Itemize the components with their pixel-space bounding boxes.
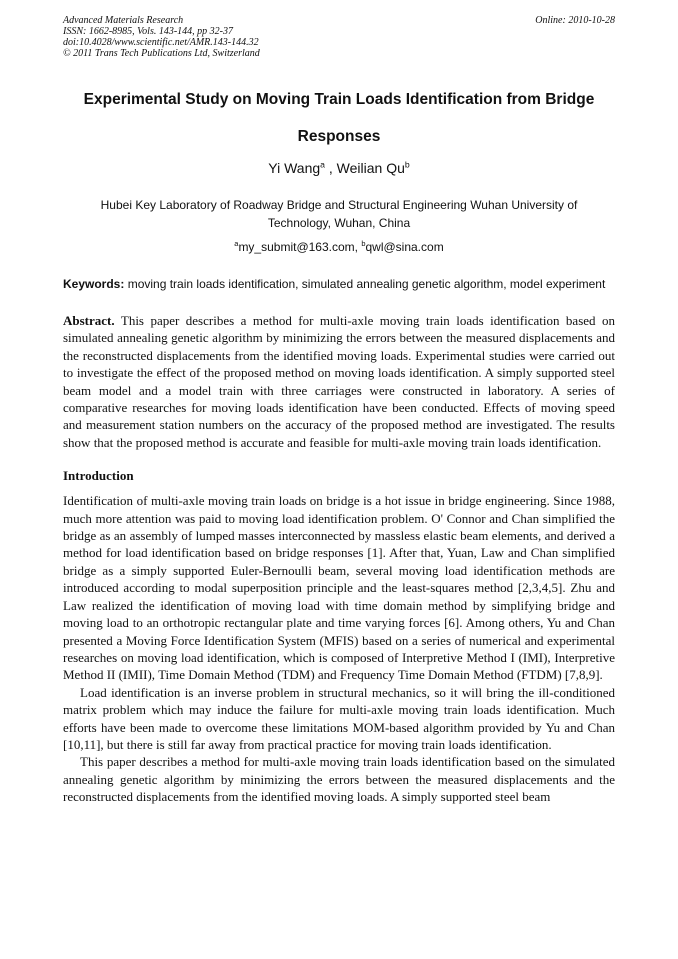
email-separator: , <box>354 240 362 254</box>
abstract <box>63 312 615 451</box>
author-emails <box>63 240 615 254</box>
author-affiliation-mark: b <box>404 159 410 170</box>
email-mark: b <box>361 239 366 248</box>
author-affiliation-mark: a <box>320 159 325 170</box>
body-paragraph: Identification of multi-axle moving train loads on bridge is a hot issue in bridge engineering. Since 1988, much more attention was paid to moving load identification problem. O' Connor and Chan simplified the bridge as an assembly of lumped masses interconnected by massless elastic beam elements, and derived a method for load identification based on bridge responses [1]. After that, Yuan, Law and Chan simplified bridge as a simply supported Euler-Bernoulli beam, several moving load identification methods are introduced according to modal superposition principle and the least-squares method [2,3,4,5]. Zhu and Law realized the identification of moving load with time domain method by simplifying bridge and moving load to an orthotropic rectangular plate and time varying forces [6]. Among others, Yu and Chan presented a Moving Force Identification System (MFIS) based on a series of numerical and experimental researches on moving load identification, which is composed of Interpretive Method I (IMI), Interpretive Method II (IMII), Time Domain Method (TDM) and Frequency Time Domain Method (FTDM) [7,8,9]. <box>63 493 615 683</box>
author-affiliation: Hubei Key Laboratory of Roadway Bridge and Structural Engineering Wuhan University of Technology, Wuhan, China <box>100 198 578 230</box>
email-link: qwl@sina.com <box>365 240 444 254</box>
body-paragraph: This paper describes a method for multi-axle moving train loads identification based on the simulated annealing genetic algorithm by minimizing the errors between the measured displacements and the reconstructed displacements from the identified moving loads. A simply supported steel beam <box>63 754 615 805</box>
author-name: Yi Wang <box>268 160 321 176</box>
online-date: Online: 2010-10-28 <box>535 15 615 26</box>
journal-name: Advanced Materials Research <box>63 15 184 26</box>
abstract-label: Abstract. <box>63 313 115 328</box>
abstract-text: This paper describes a method for multi-axle moving train loads identification based on simulated annealing genetic algorithm by minimizing the errors between the measured displacements and the reconstructed displacements from the identified moving loads. Experimental studies were carried out to investigate the effect of the proposed method on moving loads identification. A simply supported steel beam model and a model train with three carriages were constructed in laboratory. A series of comparative researches for moving loads identification have been conducted. Effects of moving speed and measurement station numbers on the accuracy of the proposed method are investigated. The results show that the proposed method is accurate and feasible for multi-axle moving train loads identification. <box>63 313 615 450</box>
journal-issn: ISSN: 1662-8985, Vols. 143-144, pp 32-37 <box>63 26 233 37</box>
paper-title: Experimental Study on Moving Train Loads Identification from Bridge Responses <box>83 91 595 145</box>
keywords-label: Keywords: <box>63 277 125 291</box>
journal-info <box>63 15 260 59</box>
keywords-text: moving train loads identification, simulated annealing genetic algorithm, model experiment <box>127 277 606 291</box>
body-paragraph: Load identification is an inverse problem in structural mechanics, so it will bring the ill-conditioned matrix problem which may induce the failure for multi-axle moving train loads identification. Much efforts have been made to overcome these limitations MOM-based algorithm provided by Yu and Chan [10,11], but there is still far away from practical practice for moving train loads identification. <box>63 684 615 752</box>
email-mark: a <box>234 239 239 248</box>
section-heading: Introduction <box>63 468 134 484</box>
journal-header <box>63 15 615 59</box>
author-list <box>63 160 615 176</box>
journal-copyright: © 2011 Trans Tech Publications Ltd, Switzerland <box>63 48 260 59</box>
author-separator: , <box>324 160 337 176</box>
keywords <box>63 275 615 293</box>
author-name: Weilian Qu <box>336 160 405 176</box>
journal-doi: doi:10.4028/www.scientific.net/AMR.143-144.32 <box>63 37 259 48</box>
email-link: my_submit@163.com <box>238 240 355 254</box>
